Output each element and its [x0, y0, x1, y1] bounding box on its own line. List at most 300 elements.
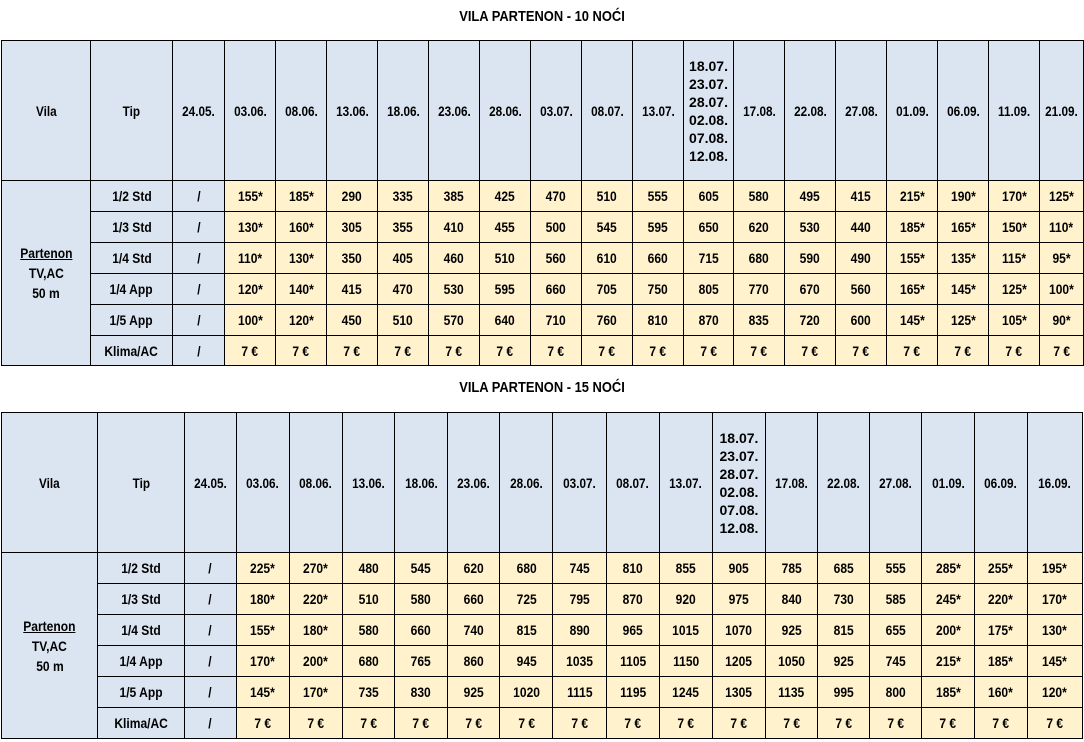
- price-cell-text: 110*: [237, 250, 263, 266]
- price-cell-text: 580: [358, 622, 379, 638]
- price-cell-text: 835: [748, 312, 770, 328]
- column-header-date-text: 22.08.: [827, 474, 861, 491]
- price-cell-text: 7 €: [835, 715, 853, 731]
- price-cell: [1027, 553, 1082, 584]
- column-header-vila: [2, 41, 91, 181]
- price-cell-text: 805: [698, 281, 719, 297]
- price-cell: [327, 305, 378, 336]
- price-cell-text: 7 €: [649, 342, 667, 359]
- date-line: 18.07.: [689, 57, 728, 74]
- price-cell-text: 555: [885, 560, 906, 576]
- column-header-date: [327, 41, 378, 181]
- price-cell-text: 490: [850, 250, 872, 266]
- price-cell-text: 125*: [1049, 188, 1074, 204]
- price-cell-na: [184, 553, 236, 584]
- table-title-15-nights: VILA PARTENON - 15 NOĆI: [459, 379, 625, 396]
- price-cell: [684, 243, 734, 274]
- column-header-date: [887, 41, 938, 181]
- price-cell: [1027, 615, 1082, 646]
- price-cell: [606, 615, 659, 646]
- price-cell: [734, 336, 785, 366]
- column-header-date: [836, 41, 887, 181]
- price-cell: [659, 615, 712, 646]
- price-cell-text: 160*: [988, 684, 1014, 700]
- column-header-date: [429, 41, 480, 181]
- column-header-date-text: 13.06.: [352, 474, 385, 491]
- price-cell: [887, 274, 938, 305]
- price-cell-text: 925: [781, 622, 802, 638]
- price-cell: [974, 553, 1027, 584]
- price-cell: [684, 212, 734, 243]
- price-cell-na-text: /: [208, 591, 212, 607]
- price-cell-text: 7 €: [677, 715, 695, 731]
- price-cell-text: 155*: [899, 250, 925, 266]
- column-header-date: [785, 41, 836, 181]
- price-cell: [276, 212, 327, 243]
- price-cell-text: 425: [494, 188, 516, 204]
- price-cell-text: 580: [411, 591, 432, 607]
- price-cell: [870, 615, 922, 646]
- price-cell-text: 580: [748, 188, 770, 204]
- price-cell-text: 480: [358, 560, 379, 576]
- price-cell: [659, 584, 712, 615]
- column-header-date: [553, 413, 606, 553]
- price-cell-text: 470: [392, 281, 414, 297]
- column-header-date: [766, 413, 818, 553]
- price-cell-text: 1150: [672, 653, 699, 669]
- date-line: 28.07.: [689, 93, 728, 110]
- price-cell-text: 180*: [250, 591, 276, 607]
- price-cell: [887, 181, 938, 212]
- room-type-cell-text: 1/4 App: [119, 653, 163, 669]
- room-type-cell-text: 1/3 Std: [121, 591, 161, 607]
- price-cell: [659, 708, 712, 739]
- price-cell: [480, 274, 531, 305]
- price-cell: [684, 336, 734, 366]
- column-header-date-text: 01.09.: [895, 102, 929, 119]
- price-cell-text: 130*: [288, 250, 314, 266]
- price-cell: [553, 615, 606, 646]
- column-header-date: [922, 413, 974, 553]
- price-cell: [582, 305, 633, 336]
- room-type-cell: [98, 553, 184, 584]
- price-cell: [582, 212, 633, 243]
- room-type-cell-text: 1/4 App: [109, 281, 154, 297]
- price-cell-text: 7 €: [518, 715, 535, 731]
- column-header-date: [938, 41, 989, 181]
- price-cell-text: 7 €: [783, 715, 800, 731]
- price-cell: [1027, 584, 1082, 615]
- price-cell-text: 1035: [566, 653, 593, 669]
- table-row: [2, 212, 1084, 243]
- price-cell-na: [173, 336, 225, 366]
- price-cell: [582, 243, 633, 274]
- price-cell-text: 90*: [1052, 312, 1071, 328]
- price-cell-text: 200*: [303, 653, 329, 669]
- price-cell: [289, 615, 342, 646]
- price-cell: [448, 615, 500, 646]
- column-header-date: [870, 413, 922, 553]
- price-cell: [342, 646, 394, 677]
- price-cell-text: 750: [647, 281, 669, 297]
- column-header-date-text: 27.08.: [844, 102, 878, 119]
- room-type-cell: [98, 584, 184, 615]
- price-cell-text: 660: [647, 250, 669, 266]
- price-cell: [712, 646, 765, 677]
- price-cell: [429, 181, 480, 212]
- room-type-cell: [91, 274, 173, 305]
- column-header-date: [395, 413, 448, 553]
- price-cell: [289, 584, 342, 615]
- price-cell: [974, 615, 1027, 646]
- column-header-date-text: 27.08.: [879, 474, 913, 491]
- price-cell: [818, 646, 870, 677]
- price-cell-text: 995: [833, 684, 854, 700]
- price-cell: [1040, 181, 1084, 212]
- price-cell-text: 7 €: [394, 342, 412, 359]
- column-header-date: [225, 41, 276, 181]
- price-cell-text: 860: [463, 653, 484, 669]
- room-type-cell: [91, 212, 173, 243]
- price-cell: [378, 181, 429, 212]
- price-cell: [395, 708, 448, 739]
- price-cell-text: 670: [799, 281, 821, 297]
- price-cell-text: 100*: [237, 312, 263, 328]
- price-cell: [395, 646, 448, 677]
- price-cell-text: 545: [411, 560, 432, 576]
- price-cell: [818, 677, 870, 708]
- price-cell: [922, 615, 974, 646]
- price-cell-text: 215*: [935, 653, 961, 669]
- price-cell-text: 705: [596, 281, 618, 297]
- price-cell: [429, 212, 480, 243]
- price-cell-text: 725: [516, 591, 537, 607]
- price-cell-na: [173, 305, 225, 336]
- price-cell: [1027, 646, 1082, 677]
- price-cell-text: 1105: [619, 653, 646, 669]
- column-header-date: [989, 41, 1040, 181]
- table-row: [2, 336, 1084, 366]
- price-cell: [974, 584, 1027, 615]
- price-cell-text: 585: [885, 591, 906, 607]
- price-cell-text: 185*: [988, 653, 1014, 669]
- price-cell-text: 555: [647, 188, 669, 204]
- price-cell: [236, 553, 289, 584]
- price-cell: [327, 243, 378, 274]
- price-cell-text: 640: [494, 312, 516, 328]
- price-cell: [922, 708, 974, 739]
- price-cell-text: 715: [698, 250, 719, 266]
- villa-distance: 50 m: [35, 657, 64, 674]
- price-cell-text: 745: [569, 560, 590, 576]
- table-row: [2, 243, 1084, 274]
- price-cell: [922, 677, 974, 708]
- price-cell-text: 740: [463, 622, 484, 638]
- column-header-date-text: 22.08.: [793, 102, 827, 119]
- column-header-date: [480, 41, 531, 181]
- column-header-date-text: 08.07.: [616, 474, 650, 491]
- price-cell: [887, 305, 938, 336]
- price-cell-text: 7 €: [598, 342, 616, 359]
- villa-name[interactable]: Partenon: [23, 617, 76, 634]
- price-cell-text: 745: [885, 653, 906, 669]
- price-cell: [818, 615, 870, 646]
- price-cell-text: 7 €: [801, 342, 819, 359]
- price-cell-text: 140*: [288, 281, 314, 297]
- price-cell: [836, 305, 887, 336]
- price-cell-text: 7 €: [496, 342, 514, 359]
- price-cell-text: 7 €: [343, 342, 361, 359]
- price-cell-text: 115*: [1001, 250, 1027, 266]
- price-cell: [276, 336, 327, 366]
- price-cell: [276, 181, 327, 212]
- price-cell: [870, 553, 922, 584]
- column-header-date-text: 03.07.: [563, 474, 596, 491]
- price-cell-text: 7 €: [700, 342, 717, 359]
- column-header-date: [974, 413, 1027, 553]
- price-cell: [659, 646, 712, 677]
- price-cell-na-text: /: [208, 653, 212, 669]
- price-cell-text: 305: [341, 219, 363, 235]
- price-cell: [712, 584, 765, 615]
- column-header-date-text: 28.06.: [488, 102, 522, 119]
- table-row: [2, 677, 1083, 708]
- price-cell-text: 190*: [950, 188, 976, 204]
- column-header-date-text: 24.05.: [182, 102, 215, 119]
- price-cell-text: 145*: [250, 684, 276, 700]
- price-cell-text: 800: [885, 684, 906, 700]
- price-cell-na-text: /: [196, 281, 201, 297]
- price-cell-text: 600: [850, 312, 872, 328]
- price-cell-text: 510: [494, 250, 516, 266]
- price-cell: [531, 243, 582, 274]
- price-cell-text: 290: [341, 188, 363, 204]
- price-cell-text: 1115: [566, 684, 593, 700]
- price-cell-na: [184, 677, 236, 708]
- date-line: 02.08.: [719, 483, 759, 500]
- price-cell: [327, 212, 378, 243]
- price-cell-text: 120*: [1042, 684, 1068, 700]
- price-cell-text: 150*: [1001, 219, 1027, 235]
- price-cell: [378, 212, 429, 243]
- price-cell: [712, 615, 765, 646]
- price-cell: [766, 677, 818, 708]
- price-cell-text: 680: [516, 560, 537, 576]
- price-cell-text: 450: [341, 312, 363, 328]
- villa-features: TV,AC: [32, 637, 68, 654]
- price-cell-text: 220*: [303, 591, 329, 607]
- price-cell: [836, 336, 887, 366]
- price-cell-na-text: /: [208, 684, 212, 700]
- price-cell-text: 595: [647, 219, 669, 235]
- column-header-date-text: 18.06.: [404, 474, 438, 491]
- column-header-date: [448, 413, 500, 553]
- price-cell: [870, 708, 922, 739]
- price-cell-na-text: /: [196, 188, 201, 204]
- price-cell-text: 7 €: [992, 715, 1010, 731]
- room-type-cell-text: Klima/AC: [104, 342, 159, 359]
- price-cell-text: 660: [411, 622, 432, 638]
- column-header-date: [184, 413, 236, 553]
- price-cell-text: 255*: [988, 560, 1014, 576]
- price-cell-text: 660: [545, 281, 567, 297]
- price-cell-text: 155*: [250, 622, 276, 638]
- price-cell-text: 7 €: [241, 342, 259, 359]
- price-cell: [712, 708, 765, 739]
- price-cell-text: 7 €: [1046, 715, 1064, 731]
- price-cell-text: 195*: [1042, 560, 1068, 576]
- price-cell: [989, 243, 1040, 274]
- price-cell: [766, 553, 818, 584]
- price-cell-text: 175*: [988, 622, 1014, 638]
- price-cell: [500, 677, 553, 708]
- villa-features: TV,AC: [28, 265, 64, 281]
- price-cell: [766, 708, 818, 739]
- price-cell-text: 385: [443, 188, 465, 204]
- price-cell-text: 335: [392, 188, 414, 204]
- price-cell-text: 1205: [725, 653, 753, 669]
- villa-name[interactable]: Partenon: [19, 245, 73, 261]
- price-cell: [684, 274, 734, 305]
- price-cell: [938, 181, 989, 212]
- price-cell-na-text: /: [196, 219, 201, 235]
- price-cell-text: 130*: [1042, 622, 1068, 638]
- price-cell: [870, 677, 922, 708]
- price-cell: [633, 181, 684, 212]
- column-header-date-text: 18.06.: [386, 102, 420, 119]
- column-header-date-text: 01.09.: [931, 474, 965, 491]
- price-cell: [448, 584, 500, 615]
- column-header-date-text: 06.09.: [984, 474, 1018, 491]
- price-cell-text: 185*: [935, 684, 961, 700]
- price-cell-text: 410: [443, 219, 465, 235]
- column-header-date: [1027, 413, 1082, 553]
- column-header-date-text: 23.06.: [457, 474, 491, 491]
- price-cell: [836, 243, 887, 274]
- price-cell: [818, 584, 870, 615]
- price-cell: [429, 243, 480, 274]
- column-header-date: [606, 413, 659, 553]
- price-cell: [480, 212, 531, 243]
- price-cell: [734, 212, 785, 243]
- price-cell: [785, 243, 836, 274]
- price-cell: [500, 708, 553, 739]
- price-cell-text: 530: [799, 219, 821, 235]
- column-header-vila-text: Vila: [39, 474, 60, 491]
- price-cell: [289, 677, 342, 708]
- price-cell: [448, 677, 500, 708]
- column-header-date-text: 03.07.: [539, 102, 573, 119]
- price-cell: [606, 708, 659, 739]
- price-cell-text: 180*: [303, 622, 329, 638]
- column-header-tip: [98, 413, 184, 553]
- price-cell-text: 285*: [935, 560, 961, 576]
- price-cell-text: 200*: [935, 622, 961, 638]
- table-row: [2, 181, 1084, 212]
- price-cell-text: 455: [494, 219, 516, 235]
- price-cell: [448, 646, 500, 677]
- price-cell: [633, 243, 684, 274]
- price-cell-text: 120*: [288, 312, 314, 328]
- price-cell-text: 710: [545, 312, 567, 328]
- price-cell: [766, 615, 818, 646]
- price-cell: [276, 243, 327, 274]
- price-cell: [1040, 336, 1084, 366]
- price-cell: [553, 677, 606, 708]
- price-cell-text: 620: [748, 219, 770, 235]
- price-cell: [606, 677, 659, 708]
- price-cell-text: 965: [622, 622, 643, 638]
- price-cell: [887, 336, 938, 366]
- price-cell-text: 660: [463, 591, 484, 607]
- price-cell: [327, 181, 378, 212]
- price-cell: [766, 584, 818, 615]
- price-table-15-nights: [1, 412, 1083, 739]
- room-type-cell: [98, 708, 184, 739]
- price-cell-text: 810: [647, 312, 669, 328]
- price-cell: [659, 553, 712, 584]
- price-cell: [553, 646, 606, 677]
- column-header-date: [818, 413, 870, 553]
- price-cell: [1027, 708, 1082, 739]
- price-cell: [531, 181, 582, 212]
- price-cell: [395, 584, 448, 615]
- date-line: 07.08.: [719, 501, 759, 518]
- price-cell: [870, 646, 922, 677]
- column-header-tip-text: Tip: [132, 474, 150, 491]
- price-cell-text: 7 €: [254, 715, 272, 731]
- price-cell: [734, 305, 785, 336]
- column-header-date: [633, 41, 684, 181]
- price-cell: [342, 553, 394, 584]
- price-cell: [712, 677, 765, 708]
- price-cell-text: 110*: [1049, 219, 1074, 235]
- price-cell: [922, 553, 974, 584]
- price-cell-text: 170*: [303, 684, 329, 700]
- price-cell-text: 220*: [988, 591, 1014, 607]
- table-title-10-nights: VILA PARTENON - 10 NOĆI: [459, 8, 625, 25]
- room-type-cell-text: 1/5 App: [119, 684, 163, 700]
- price-cell: [342, 708, 394, 739]
- column-header-date-text: 03.06.: [246, 474, 280, 491]
- price-cell: [785, 305, 836, 336]
- price-cell-text: 840: [781, 591, 802, 607]
- price-cell: [974, 646, 1027, 677]
- price-cell: [938, 305, 989, 336]
- price-cell: [553, 708, 606, 739]
- column-header-date: [531, 41, 582, 181]
- price-cell: [785, 274, 836, 305]
- price-cell: [887, 243, 938, 274]
- price-cell-text: 7 €: [1053, 342, 1070, 359]
- price-cell-text: 415: [850, 188, 872, 204]
- room-type-cell: [91, 305, 173, 336]
- price-cell-na-text: /: [208, 560, 212, 576]
- column-header-date: [734, 41, 785, 181]
- price-cell: [938, 336, 989, 366]
- price-cell: [225, 181, 276, 212]
- table-row: [2, 615, 1083, 646]
- price-cell: [429, 305, 480, 336]
- price-cell-na-text: /: [208, 622, 212, 638]
- column-header-date: [378, 41, 429, 181]
- price-cell: [225, 274, 276, 305]
- price-cell-text: 975: [728, 591, 750, 607]
- price-cell: [378, 274, 429, 305]
- price-cell-text: 650: [698, 219, 719, 235]
- column-header-date-text: 08.06.: [284, 102, 318, 119]
- price-cell-text: 925: [463, 684, 484, 700]
